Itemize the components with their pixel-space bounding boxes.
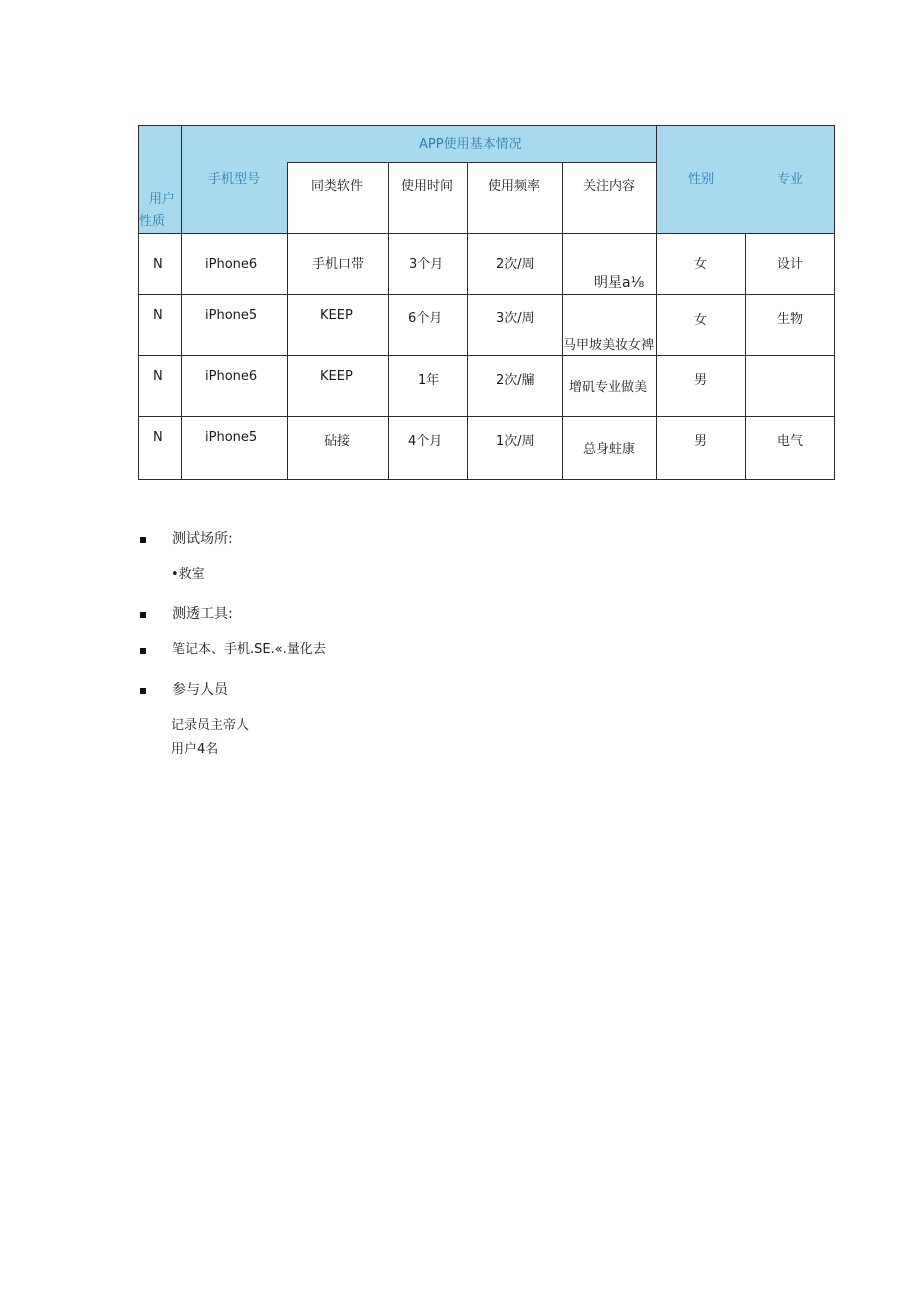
row1-content: 明星a⅛ [594, 275, 645, 291]
row2-time: 6个月 [408, 311, 443, 326]
row3-software: KEEP [320, 369, 353, 384]
row1-freq: 2次/周 [496, 257, 535, 272]
people-title: 参与人员 [172, 682, 228, 698]
row3-freq: 2次/牖 [496, 373, 535, 388]
row4-major: 电气 [777, 434, 804, 449]
table-line [656, 125, 657, 480]
table-line [138, 294, 835, 295]
row2-user-type: N [153, 308, 163, 323]
row1-gender: 女 [694, 257, 708, 272]
tools-title: 测透工具: [172, 606, 233, 622]
header-gender: 性别 [688, 172, 715, 187]
row1-software: 手机口带 [312, 257, 365, 272]
square-bullet-icon [140, 648, 146, 654]
row4-user-type: N [153, 430, 163, 445]
table-line [181, 125, 182, 480]
row1-phone: iPhone6 [205, 257, 258, 272]
header-user-type-line2: 性质 [139, 214, 166, 229]
venue-item: •救室 [171, 567, 205, 582]
header-phone-model: 手机型号 [208, 172, 261, 187]
square-bullet-icon [140, 688, 146, 694]
row4-content: 总身蛀康 [583, 442, 636, 457]
row1-user-type: N [153, 257, 163, 272]
header-major: 专业 [777, 172, 804, 187]
header-similar-software: 同类软件 [311, 179, 364, 194]
header-follow-content: 关注内容 [583, 179, 636, 194]
header-usage-freq: 使用频率 [488, 179, 541, 194]
row3-time: 1年 [418, 373, 440, 388]
header-app-group: APP使用基本情况 [419, 137, 522, 152]
row4-freq: 1次/周 [496, 434, 535, 449]
row2-content: 马甲坡美妆女裨 [563, 338, 655, 353]
table-line [467, 163, 468, 480]
header-usage-time: 使用时间 [401, 179, 454, 194]
venue-title: 测试场所: [172, 531, 233, 547]
row2-software: KEEP [320, 308, 353, 323]
people-line2: 用户4名 [171, 742, 219, 757]
table-line [138, 233, 835, 234]
table-line [287, 162, 657, 163]
row4-phone: iPhone5 [205, 430, 258, 445]
square-bullet-icon [140, 612, 146, 618]
row1-time: 3个月 [409, 257, 444, 272]
row2-gender: 女 [694, 313, 708, 328]
table-line [287, 163, 288, 480]
row4-gender: 男 [694, 434, 708, 449]
tools-item: 笔记本、手机.SE.«.量化去 [172, 642, 326, 657]
row3-phone: iPhone6 [205, 369, 258, 384]
people-line1: 记录员主帝人 [171, 718, 250, 733]
row2-phone: iPhone5 [205, 308, 258, 323]
table-line [388, 163, 389, 480]
table-line [745, 233, 746, 480]
table-line [138, 355, 835, 356]
row4-time: 4个月 [408, 434, 443, 449]
row1-major: 设计 [777, 257, 804, 272]
row2-freq: 3次/周 [496, 311, 535, 326]
row3-gender: 男 [694, 373, 708, 388]
table-line [562, 163, 563, 480]
header-user-type-line1: 用户 [149, 192, 176, 207]
row2-major: 生物 [777, 312, 804, 327]
row3-content: 增矶专业做美 [569, 380, 648, 395]
table-line [138, 416, 835, 417]
row3-user-type: N [153, 369, 163, 384]
square-bullet-icon [140, 537, 146, 543]
row4-software: 砧接 [324, 434, 351, 449]
